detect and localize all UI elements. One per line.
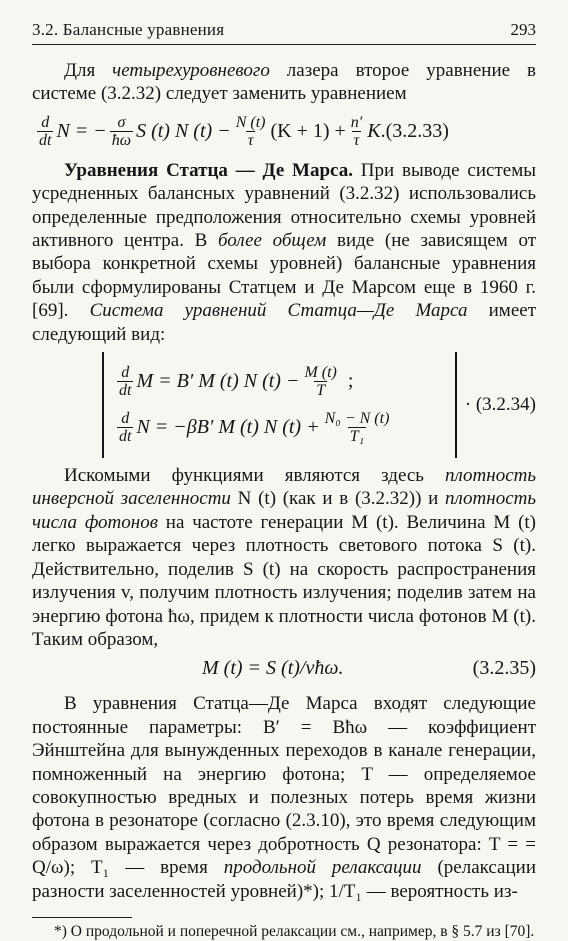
equation-number: · (3.2.34) xyxy=(464,394,536,416)
equation-3-2-35 xyxy=(32,657,536,680)
intro-text-2: лазера второе уравнение в системе (3.2.32) следует заменить уравнением xyxy=(32,60,537,105)
paragraph-heading: Уравнения Статца — Де Марса. xyxy=(64,159,353,181)
intro-text: Для xyxy=(64,60,113,81)
frac-num: M (t) xyxy=(304,363,337,381)
frac-num: d xyxy=(41,113,50,131)
eq-term: N = − xyxy=(56,119,107,142)
eq-term: (K + 1) + xyxy=(270,119,346,142)
derivative-fraction xyxy=(37,114,53,149)
equation-3-2-34 xyxy=(32,352,536,458)
nt-fraction xyxy=(234,114,268,149)
statz-italic-2: Система уравнений Статца—Де Марса xyxy=(89,300,468,322)
frac-den: dt xyxy=(119,381,132,399)
eq-term: M (t) = S (t)/vħω. xyxy=(202,657,344,680)
mt-fraction xyxy=(302,364,338,399)
params-text: В уравнения Статца—Де Марса входят следующие постоянные параметры: B′ = Bħω — коэффициент Эйнштейна для вынужденных переходов в канале генерации, помноженный на энергию фотона; T — определяемое совокупностью вредных и полезных потерь время жизни фотона в резонаторе (согласно (2.3.10), это время следующим образом выражается через добротность Q резонатора: T = = Q/ω); T₁ — время xyxy=(32,693,536,879)
frac-den: τ xyxy=(247,131,254,149)
equation-number: .(3.2.33) xyxy=(380,119,449,142)
statz-text: При выводе системы усредненных балансных уравнений (3.2.32) использовались определенные предположения относительно схемы уровней активного центра. В xyxy=(32,159,536,252)
frac-num: n′ xyxy=(350,113,363,131)
n0-fraction xyxy=(323,410,392,445)
functions-text-2: N (t) (как и в (3.2.32)) и xyxy=(230,488,446,510)
frac-num: σ xyxy=(117,113,126,131)
frac-den: T xyxy=(316,381,326,399)
eq-term: N = −βB′ M (t) N (t) + xyxy=(136,415,320,438)
frac-den: τ xyxy=(353,131,360,149)
eq-term: K xyxy=(367,119,381,142)
frac-num: N₀ − N (t) xyxy=(324,409,390,427)
running-header xyxy=(32,20,536,45)
intro-paragraph xyxy=(32,59,536,106)
page-number: 293 xyxy=(510,20,536,39)
functions-text: Искомыми функциями являются здесь xyxy=(64,465,446,487)
nprime-fraction xyxy=(349,114,365,149)
sigma-fraction xyxy=(110,114,133,149)
frac-num: d xyxy=(121,363,130,381)
equation-row-1 xyxy=(114,358,443,404)
intro-italic: четырехуровневого xyxy=(112,60,270,81)
derivative-fraction xyxy=(117,410,133,445)
params-paragraph xyxy=(32,692,536,903)
frac-num: d xyxy=(121,409,130,427)
eq-term: ; xyxy=(347,369,354,392)
functions-italic: плотность инверсной заселенности xyxy=(32,465,536,510)
frac-den: ħω xyxy=(111,131,132,149)
footnote: *) О продольной и поперечной релаксации см., например, в § 5.7 из [70]. xyxy=(54,922,535,940)
derivative-fraction xyxy=(117,364,133,399)
frac-den: T₁ xyxy=(349,427,365,445)
functions-italic-2: плотность числа фотонов xyxy=(32,488,536,533)
functions-text-3: на частоте генерации M (t). Величина M (t) легко выражается через плотность светового потока S (t). Действительно, поделив S (t) на скорость распространения излучения v, получим плотность излучения; поделив затем на энергию фотона ħω, придем к плотности числа фотонов M (t). Таким образом, xyxy=(32,511,537,650)
section-title: 3.2. Балансные уравнения xyxy=(32,20,225,39)
frac-num: N (t) xyxy=(235,113,266,131)
statz-text-3: имеет следующий вид: xyxy=(32,300,536,345)
statz-paragraph xyxy=(32,159,536,346)
footnote-divider xyxy=(32,917,132,918)
params-text-2: (релаксации разности заселенностей уровней)*); 1/T₁ — вероятность из- xyxy=(32,857,536,902)
params-italic: продольной релаксации xyxy=(223,857,422,879)
eq-term: S (t) N (t) − xyxy=(136,119,231,142)
equation-system-box xyxy=(102,352,457,458)
statz-text-2: виде (не зависящем от выбора конкретной схемы уровней) балансные уравнения были сформулированы Статцем и Де Марсом еще в 1960 г. [69]. xyxy=(32,230,536,322)
frac-den: dt xyxy=(39,131,52,149)
frac-den: dt xyxy=(119,427,132,445)
equation-row-2 xyxy=(114,404,443,450)
equation-number: (3.2.35) xyxy=(472,657,536,680)
equation-3-2-33 xyxy=(34,114,536,149)
functions-paragraph xyxy=(32,464,536,651)
statz-italic: более общем xyxy=(217,230,327,252)
eq-term: M = B′ M (t) N (t) − xyxy=(136,369,300,392)
